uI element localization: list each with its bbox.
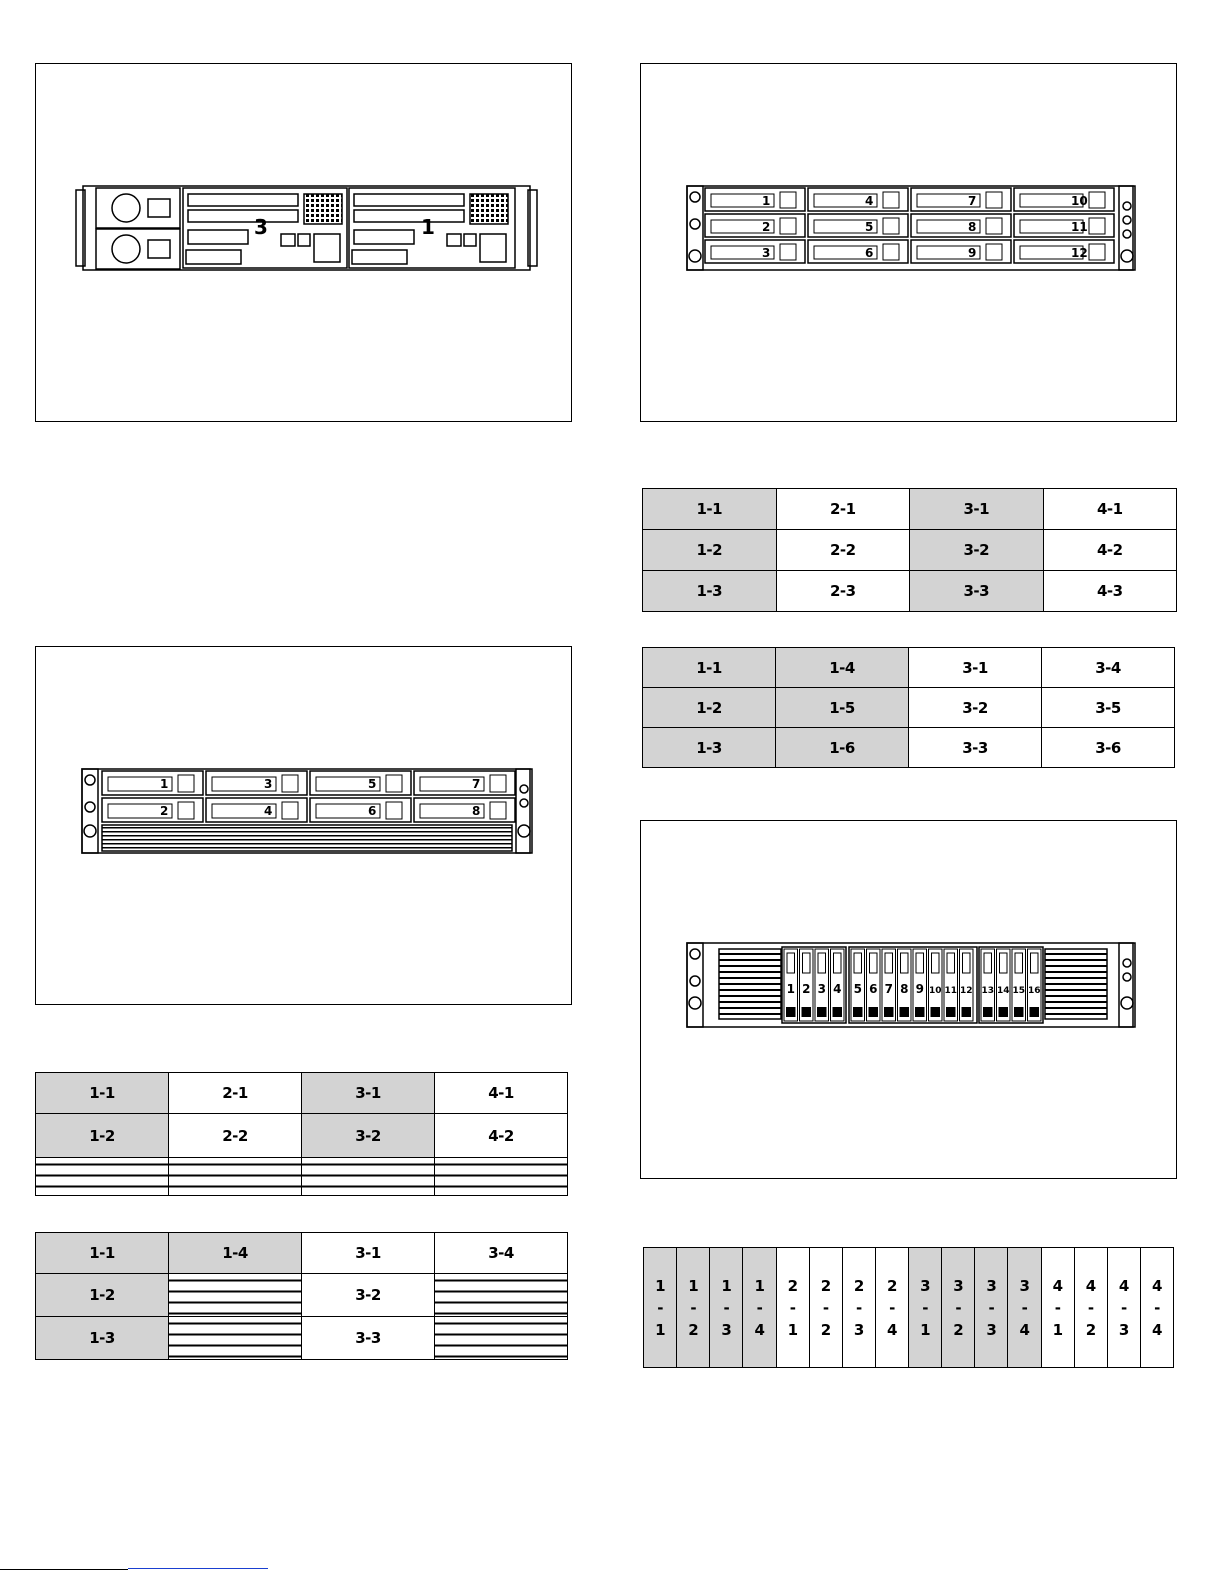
table-cell: 2-3 [776,571,910,612]
cell-line: - [1154,1298,1160,1317]
cell-line: 3 [986,1320,997,1339]
table-row [643,688,1175,728]
cell-line: - [988,1298,995,1317]
node-label: 1 [421,215,435,239]
drive-bay-label: 2 [802,982,811,996]
drive-bay [867,949,881,1021]
drive-bay [705,188,805,211]
drive-bay [929,949,943,1021]
table-row-unused [36,1158,568,1196]
drive-bay-label: 8 [968,220,977,234]
table-cell: 3-1 [910,489,1044,530]
front-16sff-drawing [641,821,1178,1180]
drive-bay [944,949,958,1021]
table-cell: 3-3 [302,1317,435,1360]
drive-bay-label: 7 [472,777,481,791]
cell-line: 4 [754,1320,765,1339]
table-cell: 1-2 [36,1114,169,1158]
cell-line: 3 [721,1320,732,1339]
cell-line: 1 [721,1276,732,1295]
cell-line: 2 [886,1276,897,1295]
cell-line: 4 [1151,1276,1162,1295]
drive-bay [414,771,515,795]
unused-cell [36,1158,169,1196]
drive-bay [851,949,865,1021]
cell-line: 4 [1085,1276,1096,1295]
table-cell [942,1248,975,1368]
cell-line: - [789,1298,796,1317]
drive-bay-label: 2 [762,220,771,234]
table-cell [875,1248,908,1368]
footer-link-underline [128,1568,268,1569]
drive-bay [800,949,814,1021]
cell-line: - [1120,1298,1127,1317]
cell-line: 3 [986,1276,997,1295]
front-12lff-figure [640,63,1177,422]
cell-line: - [822,1298,829,1317]
cell-line: 3 [1118,1320,1129,1339]
cell-line: 2 [1085,1320,1096,1339]
drive-bay [1028,949,1042,1021]
table-cell: 4-1 [1043,489,1177,530]
table-cell: 1-5 [776,688,909,728]
cell-line: - [955,1298,962,1317]
cell-line: 4 [1151,1320,1162,1339]
table-cell: 3-1 [909,648,1042,688]
table-cell: 1-1 [643,648,776,688]
drive-bay-label: 3 [762,246,771,260]
table-cell [909,1248,942,1368]
drive-bay-label: 4 [865,194,874,208]
table-cell: 2-1 [169,1073,302,1114]
table-cell: 3-2 [302,1274,435,1317]
table-cell: 3-2 [910,530,1044,571]
table-cell: 3-1 [302,1233,435,1274]
table-cell: 4-2 [1043,530,1177,571]
drive-bay-label: 15 [1012,986,1026,996]
cell-line: 1 [1052,1320,1063,1339]
cell-line: 4 [886,1320,897,1339]
unused-cell [435,1274,568,1317]
drive-bay-label: 12 [1071,246,1088,260]
cell-line: 1 [655,1320,666,1339]
cell-line: - [723,1298,730,1317]
unused-cell [169,1274,302,1317]
table-cell: 1-2 [643,530,777,571]
drive-map-table-12lff-b [642,647,1175,768]
table-cell: 1-3 [36,1317,169,1360]
table-cell [1140,1248,1173,1368]
table-row [643,571,1177,612]
table-cell: 1-4 [169,1233,302,1274]
table-cell [776,1248,809,1368]
drive-bay-label: 10 [1071,194,1088,208]
drive-bay [206,771,307,795]
drive-bay-label: 3 [817,982,826,996]
drive-bay [705,214,805,237]
table-row [643,648,1175,688]
table-cell: 3-4 [435,1233,568,1274]
table-cell: 4-2 [435,1114,568,1158]
table-cell: 3-3 [909,728,1042,768]
cell-line: - [1087,1298,1094,1317]
cell-line: 3 [920,1276,931,1295]
cell-line: 1 [688,1276,699,1295]
table-row [36,1073,568,1114]
cell-line: 3 [853,1320,864,1339]
table-row [36,1274,568,1317]
drive-bay [898,949,912,1021]
table-cell: 1-3 [643,571,777,612]
drive-bay [784,949,798,1021]
drive-bay-label: 11 [944,986,958,996]
table-cell: 1-3 [643,728,776,768]
table-cell: 2-2 [776,530,910,571]
table-cell: 3-2 [909,688,1042,728]
drive-bay-label: 4 [833,982,842,996]
drive-bay [981,949,995,1021]
table-cell: 3-4 [1042,648,1175,688]
drive-bay [911,188,1011,211]
drive-bay-label: 1 [160,777,169,791]
drive-bay-label: 12 [959,986,973,996]
table-cell: 2-2 [169,1114,302,1158]
cell-line: 1 [754,1276,765,1295]
front-8lff-drawing [36,647,573,1006]
drive-bay [911,214,1011,237]
cell-line: - [756,1298,763,1317]
drive-bay-label: 8 [900,982,909,996]
cell-line: 2 [853,1276,864,1295]
table-row [36,1317,568,1360]
drive-bay-label: 13 [981,986,995,996]
drive-map-table-8lff-b [35,1232,568,1360]
table-row [644,1248,1174,1368]
table-cell: 3-3 [910,571,1044,612]
table-cell [842,1248,875,1368]
table-cell [644,1248,677,1368]
footer-rule [0,1569,128,1570]
drive-bay-label: 6 [865,246,874,260]
drive-bay [960,949,974,1021]
drive-bay [705,240,805,263]
table-cell [1008,1248,1041,1368]
cell-line: 2 [820,1320,831,1339]
drive-bay-label: 6 [368,804,377,818]
cell-line: 3 [1019,1276,1030,1295]
table-cell: 3-5 [1042,688,1175,728]
drive-map-table-16sff [643,1247,1174,1368]
drive-bay [1014,188,1114,211]
unused-cell [435,1158,568,1196]
drive-bay [808,214,908,237]
table-row [643,530,1177,571]
cell-line: 2 [688,1320,699,1339]
drive-map-table-8lff-a [35,1072,568,1196]
table-cell [809,1248,842,1368]
table-cell [1107,1248,1140,1368]
cell-line: - [1021,1298,1028,1317]
table-cell [677,1248,710,1368]
table-cell: 1-1 [36,1233,169,1274]
table-cell: 1-1 [643,489,777,530]
drive-bay [1012,949,1026,1021]
unused-cell [435,1317,568,1360]
drive-bay-label: 4 [264,804,273,818]
table-cell: 2-1 [776,489,910,530]
rear-view-drawing [36,64,573,423]
cell-line: - [1054,1298,1061,1317]
cell-line: - [922,1298,928,1317]
unused-cell [169,1158,302,1196]
drive-bay [997,949,1011,1021]
cell-line: - [690,1298,697,1317]
drive-bay-label: 9 [968,246,977,260]
table-cell: 1-4 [776,648,909,688]
drive-bay [310,798,411,822]
cell-line: 4 [1052,1276,1063,1295]
drive-bay-label: 5 [865,220,874,234]
drive-bay-label: 1 [762,194,771,208]
drive-bay-label: 1 [786,982,795,996]
table-cell [710,1248,743,1368]
table-row [36,1233,568,1274]
drive-bay [815,949,829,1021]
drive-bay-label: 5 [368,777,377,791]
table-cell: 4-1 [435,1073,568,1114]
drive-bay-label: 9 [915,982,924,996]
drive-bay [808,188,908,211]
front-12lff-drawing [641,64,1178,423]
table-cell [975,1248,1008,1368]
drive-bay-label: 10 [928,986,942,996]
drive-bay [808,240,908,263]
cell-line: 1 [787,1320,798,1339]
drive-bay-label: 3 [264,777,273,791]
drive-bay-label: 16 [1027,986,1041,996]
cell-line: 2 [820,1276,831,1295]
table-cell: 3-6 [1042,728,1175,768]
drive-bay-label: 14 [996,986,1010,996]
drive-map-table-12lff-a [642,488,1177,612]
table-cell: 3-2 [302,1114,435,1158]
drive-bay [102,771,203,795]
table-row [36,1114,568,1158]
drive-bay [206,798,307,822]
table-cell: 1-6 [776,728,909,768]
drive-bay [102,798,203,822]
drive-bay [831,949,845,1021]
table-cell [1074,1248,1107,1368]
table-cell: 4-3 [1043,571,1177,612]
unused-cell [302,1158,435,1196]
table-cell [1041,1248,1074,1368]
front-8lff-figure [35,646,572,1005]
drive-bay [310,771,411,795]
drive-bay-label: 5 [853,982,862,996]
cell-line: 4 [1019,1320,1030,1339]
table-row [643,728,1175,768]
cell-line: 4 [1118,1276,1129,1295]
drive-bay-label: 7 [884,982,893,996]
cell-line: - [657,1298,663,1317]
drive-bay [882,949,896,1021]
table-cell: 3-1 [302,1073,435,1114]
cell-line: - [855,1298,862,1317]
table-cell: 1-1 [36,1073,169,1114]
cell-line: 1 [920,1320,931,1339]
cell-line: 2 [787,1276,798,1295]
drive-bay-label: 8 [472,804,481,818]
drive-bay [1014,240,1114,263]
front-16sff-figure [640,820,1177,1179]
drive-bay [911,240,1011,263]
drive-bay [414,798,515,822]
cell-line: 3 [953,1276,964,1295]
drive-bay-label: 2 [160,804,169,818]
table-cell [743,1248,776,1368]
node-label: 3 [254,215,268,239]
cell-line: - [889,1298,895,1317]
table-cell: 1-2 [36,1274,169,1317]
table-cell: 1-2 [643,688,776,728]
cell-line: 2 [953,1320,964,1339]
table-row [643,489,1177,530]
drive-bay-label: 11 [1071,220,1088,234]
rear-view-figure [35,63,572,422]
cell-line: 1 [655,1276,666,1295]
unused-cell [169,1317,302,1360]
drive-bay [1014,214,1114,237]
drive-bay-label: 7 [968,194,977,208]
drive-bay-label: 6 [869,982,878,996]
drive-bay [913,949,927,1021]
